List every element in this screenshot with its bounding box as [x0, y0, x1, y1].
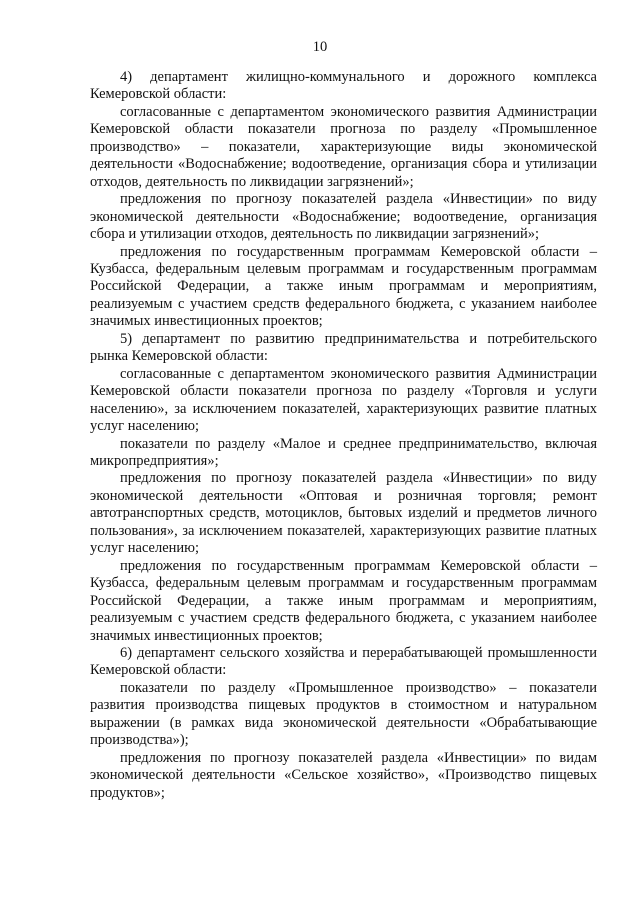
page-number: 10: [312, 39, 328, 55]
paragraph: показатели по разделу «Промышленное производство» – показатели развития производства пищевых продуктов в стоимостном и натуральном выражении (в рамках вида экономической деятельности «Обрабатывающие производства»);: [90, 679, 597, 749]
paragraph: предложения по прогнозу показателей раздела «Инвестиции» по видам экономической деятельности «Сельское хозяйство», «Производство пищевых продуктов»;: [90, 749, 597, 801]
paragraph: предложения по государственным программам Кемеровской области – Кузбасса, федеральным целевым программам и государственным программам Российской Федерации, а также иным программам и мероприятиям, реализуемым с участием средств федерального бюджета, с указанием наиболее значимых инвестиционных проектов;: [90, 557, 597, 644]
paragraph: 6) департамент сельского хозяйства и перерабатывающей промышленности Кемеровской области:: [90, 644, 597, 679]
paragraph: предложения по государственным программам Кемеровской области – Кузбасса, федеральным целевым программам и государственным программам Российской Федерации, а также иным программам и мероприятиям, реализуемым с участием средств федерального бюджета, с указанием наиболее значимых инвестиционных проектов;: [90, 243, 597, 330]
paragraph: 4) департамент жилищно-коммунального и дорожного комплекса Кемеровской области:: [90, 69, 597, 103]
paragraph: предложения по прогнозу показателей раздела «Инвестиции» по виду экономической деятельности «Водоснабжение; водоотведение, организация сбора и утилизации отходов, деятельность по ликвидации загрязнений»;: [90, 191, 597, 243]
paragraph: согласованные с департаментом экономического развития Администрации Кемеровской области показатели прогноза по разделу «Промышленное производство» – показатели, характеризующие виды экономической деятельности «Водоснабжение; водоотведение, организация сбора и утилизации отходов, деятельность по ликвидации загрязнений»;: [90, 103, 597, 190]
paragraph: показатели по разделу «Малое и среднее предпринимательство, включая микропредприятия»;: [90, 435, 597, 469]
document-body: [90, 69, 597, 802]
paragraph: предложения по прогнозу показателей раздела «Инвестиции» по виду экономической деятельности «Оптовая и розничная торговля; ремонт автотранспортных средств, мотоциклов, бытовых изделий и предметов личного пользования», за исключением показателей, характеризующих развитие платных услуг населению;: [90, 470, 597, 557]
paragraph: 5) департамент по развитию предпринимательства и потребительского рынка Кемеровской области:: [90, 330, 597, 365]
paragraph: согласованные с департаментом экономического развития Администрации Кемеровской области показатели прогноза по разделу «Торговля и услуги населению», за исключением показателей, характеризующих развитие платных услуг населению;: [90, 365, 597, 435]
